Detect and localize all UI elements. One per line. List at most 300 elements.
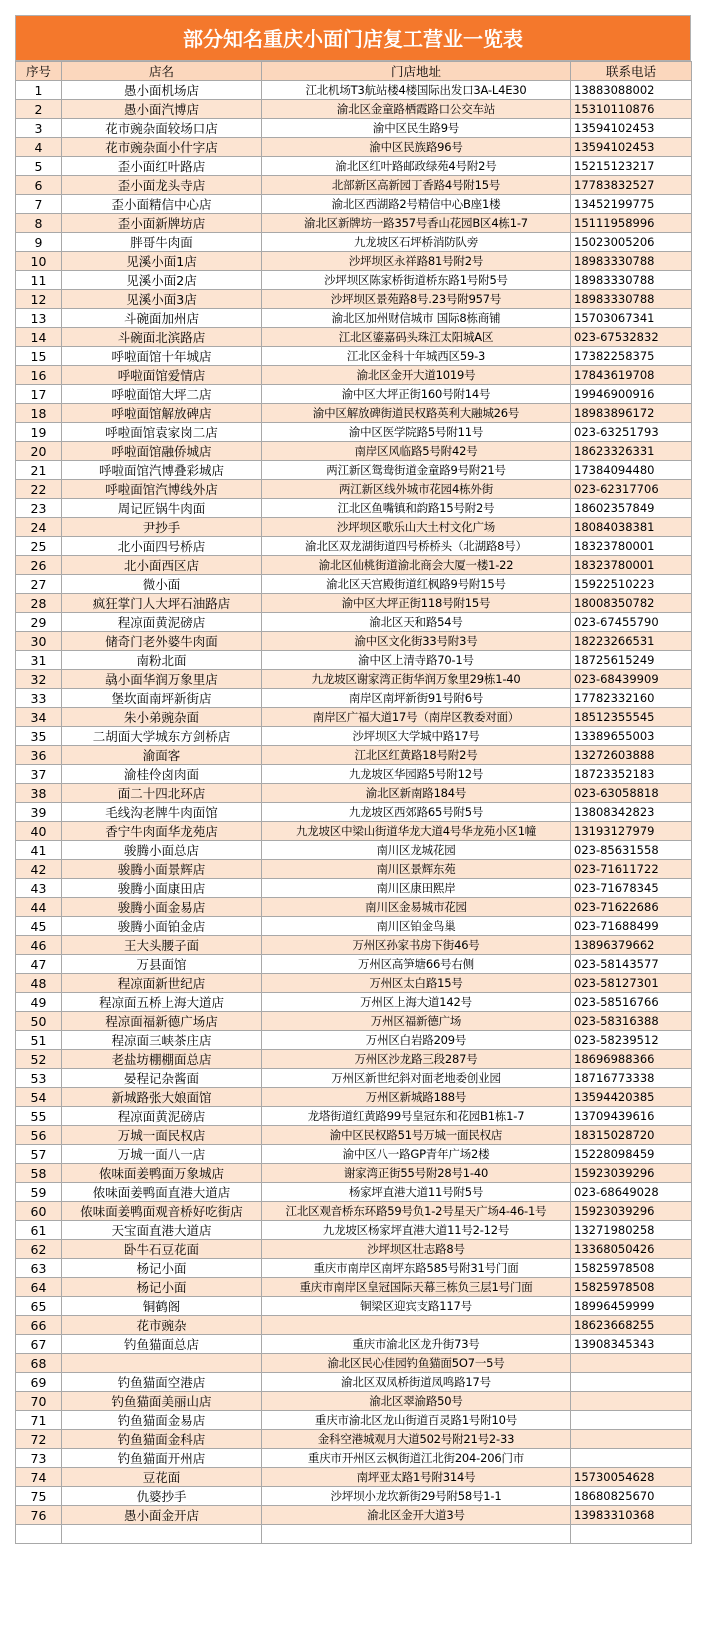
- store-phone: 13368050426: [571, 1240, 692, 1259]
- store-address: 沙坪坝区歌乐山大土村文化广场: [262, 518, 571, 537]
- store-address: 南川区龙城花园: [262, 841, 571, 860]
- store-phone: 17382258375: [571, 347, 692, 366]
- store-address: 渝中区八一路GP青年广场2楼: [262, 1145, 571, 1164]
- store-name: 杨记小面: [62, 1259, 262, 1278]
- store-name: 豆花面: [62, 1468, 262, 1487]
- store-name: 万城一面民权店: [62, 1126, 262, 1145]
- row-index: 73: [16, 1449, 62, 1468]
- store-name: 呼啦面馆解放碑店: [62, 404, 262, 423]
- table-row: [16, 898, 692, 917]
- store-address: 重庆市南岸区南坪东路585号附31号门面: [262, 1259, 571, 1278]
- row-index: 21: [16, 461, 62, 480]
- store-address: 江北区鱼嘴镇和韵路15号附2号: [262, 499, 571, 518]
- store-name: 钓鱼猫面金科店: [62, 1430, 262, 1449]
- store-address: 万州区太白路15号: [262, 974, 571, 993]
- store-name: 程凉面福新德广场店: [62, 1012, 262, 1031]
- store-address: 渝北区天和路54号: [262, 613, 571, 632]
- table-row: [16, 1126, 692, 1145]
- row-index: 35: [16, 727, 62, 746]
- store-name: 呼啦面馆汽博叠彩城店: [62, 461, 262, 480]
- store-address: 万州区沙龙路三段287号: [262, 1050, 571, 1069]
- store-name: 北小面四号桥店: [62, 537, 262, 556]
- store-phone: 17384094480: [571, 461, 692, 480]
- empty-cell: [571, 1525, 692, 1544]
- store-name: 骏腾小面金易店: [62, 898, 262, 917]
- row-index: 69: [16, 1373, 62, 1392]
- store-phone: 023-62317706: [571, 480, 692, 499]
- table-row: [16, 670, 692, 689]
- store-address: 重庆市开州区云枫街道江北街204-206门市: [262, 1449, 571, 1468]
- row-index: 41: [16, 841, 62, 860]
- store-name: 见溪小面1店: [62, 252, 262, 271]
- store-phone: 13594102453: [571, 138, 692, 157]
- store-name: 二胡面大学城东方剑桥店: [62, 727, 262, 746]
- row-index: 46: [16, 936, 62, 955]
- header-index: 序号: [16, 62, 62, 81]
- table-row: [16, 993, 692, 1012]
- store-name: 钓鱼猫面金易店: [62, 1411, 262, 1430]
- store-phone: [571, 1392, 692, 1411]
- row-index: 14: [16, 328, 62, 347]
- row-index: 51: [16, 1031, 62, 1050]
- store-name: 程凉面三峡茶庄店: [62, 1031, 262, 1050]
- store-phone: [571, 1430, 692, 1449]
- empty-cell: [16, 1525, 62, 1544]
- store-address: 江北区红黄路18号附2号: [262, 746, 571, 765]
- row-index: 9: [16, 233, 62, 252]
- row-index: 64: [16, 1278, 62, 1297]
- store-phone: 023-63251793: [571, 423, 692, 442]
- store-name: 侬味面姜鸭面直港大道店: [62, 1183, 262, 1202]
- table-row: [16, 442, 692, 461]
- store-name: 见溪小面3店: [62, 290, 262, 309]
- row-index: 17: [16, 385, 62, 404]
- table-row: [16, 138, 692, 157]
- store-address: 重庆市南岸区皇冠国际天幕三栋负三层1号门面: [262, 1278, 571, 1297]
- store-phone: 023-71688499: [571, 917, 692, 936]
- store-name: 骉小面华润万象里店: [62, 670, 262, 689]
- table-row: [16, 632, 692, 651]
- table-row: [16, 708, 692, 727]
- table-row: [16, 651, 692, 670]
- table-row: [16, 860, 692, 879]
- store-address: 万州区新世纪斜对面老地委创业园: [262, 1069, 571, 1088]
- store-name: 仇婆抄手: [62, 1487, 262, 1506]
- store-address: 九龙坡区石坪桥消防队旁: [262, 233, 571, 252]
- empty-cell: [262, 1525, 571, 1544]
- store-phone: 18323780001: [571, 556, 692, 575]
- store-name: 骏腾小面景辉店: [62, 860, 262, 879]
- store-name: 周记匠锅牛肉面: [62, 499, 262, 518]
- store-name: 渝桂伶卤肉面: [62, 765, 262, 784]
- store-address: 龙塔街道红黄路99号皇冠东和花园B1栋1-7: [262, 1107, 571, 1126]
- table-row: [16, 1297, 692, 1316]
- store-phone: 18315028720: [571, 1126, 692, 1145]
- store-phone: 18008350782: [571, 594, 692, 613]
- store-phone: 13272603888: [571, 746, 692, 765]
- row-index: 19: [16, 423, 62, 442]
- table-row: [16, 271, 692, 290]
- store-address: 渝中区文化街33号附3号: [262, 632, 571, 651]
- table-row: [16, 252, 692, 271]
- store-name: 杨记小面: [62, 1278, 262, 1297]
- store-address: 万州区福新德广场: [262, 1012, 571, 1031]
- store-address: 杨家坪直港大道11号附5号: [262, 1183, 571, 1202]
- store-name: 面二十四北环店: [62, 784, 262, 803]
- table-row: [16, 309, 692, 328]
- store-address: 渝中区大坪正街160号附14号: [262, 385, 571, 404]
- store-name: 疯狂掌门人大坪石油路店: [62, 594, 262, 613]
- row-index: 2: [16, 100, 62, 119]
- store-phone: 15825978508: [571, 1259, 692, 1278]
- store-phone: 18512355545: [571, 708, 692, 727]
- table-row: [16, 1069, 692, 1088]
- store-address: 重庆市渝北区龙山街道百灵路1号附10号: [262, 1411, 571, 1430]
- table-row: [16, 385, 692, 404]
- store-name: 渝面客: [62, 746, 262, 765]
- store-phone: 15922510223: [571, 575, 692, 594]
- store-name: 老盐坊棚棚面总店: [62, 1050, 262, 1069]
- store-phone: 13193127979: [571, 822, 692, 841]
- table-row: [16, 917, 692, 936]
- table-row: [16, 328, 692, 347]
- table-title: 部分知名重庆小面门店复工营业一览表: [15, 15, 691, 61]
- row-index: 16: [16, 366, 62, 385]
- store-phone: 023-71611722: [571, 860, 692, 879]
- store-phone: 18680825670: [571, 1487, 692, 1506]
- store-name: 呼啦面馆汽博线外店: [62, 480, 262, 499]
- store-address: 渝北区仙桃街道渝北商会大厦一楼1-22: [262, 556, 571, 575]
- row-index: 34: [16, 708, 62, 727]
- row-index: 12: [16, 290, 62, 309]
- row-index: 27: [16, 575, 62, 594]
- store-name: 斗碗面加州店: [62, 309, 262, 328]
- store-name: 骏腾小面康田店: [62, 879, 262, 898]
- store-phone: 13883088002: [571, 81, 692, 100]
- store-name: 呼啦面馆十年城店: [62, 347, 262, 366]
- store-phone: 18623668255: [571, 1316, 692, 1335]
- store-address: 沙坪坝区大学城中路17号: [262, 727, 571, 746]
- row-index: 15: [16, 347, 62, 366]
- store-name: 胖哥牛肉面: [62, 233, 262, 252]
- store-name: 储奇门老外婆牛肉面: [62, 632, 262, 651]
- store-address: 铜梁区迎宾支路117号: [262, 1297, 571, 1316]
- store-address: 渝中区上清寺路70-1号: [262, 651, 571, 670]
- store-phone: 18983330788: [571, 290, 692, 309]
- store-address: 沙坪坝区景苑路8号.23号附957号: [262, 290, 571, 309]
- store-name: 花市豌杂面小什字店: [62, 138, 262, 157]
- row-index: 30: [16, 632, 62, 651]
- store-phone: 13983310368: [571, 1506, 692, 1525]
- row-index: 39: [16, 803, 62, 822]
- table-row: [16, 81, 692, 100]
- store-phone: 17783832527: [571, 176, 692, 195]
- store-address: 渝北区翠渝路50号: [262, 1392, 571, 1411]
- store-name: 铜鹤阁: [62, 1297, 262, 1316]
- store-phone: 15923039296: [571, 1202, 692, 1221]
- store-phone: 023-85631558: [571, 841, 692, 860]
- store-name: 呼啦面馆袁家岗二店: [62, 423, 262, 442]
- table-row: [16, 575, 692, 594]
- store-address: 渝中区大坪正街118号附15号: [262, 594, 571, 613]
- store-phone: 15825978508: [571, 1278, 692, 1297]
- store-name: 花市豌杂面较场口店: [62, 119, 262, 138]
- row-index: 7: [16, 195, 62, 214]
- store-phone: 023-58143577: [571, 955, 692, 974]
- store-phone: 15310110876: [571, 100, 692, 119]
- table-row: [16, 936, 692, 955]
- store-address: 南岸区南坪新街91号附6号: [262, 689, 571, 708]
- store-address: 谢家湾正街55号附28号1-40: [262, 1164, 571, 1183]
- row-index: 40: [16, 822, 62, 841]
- store-phone: 18716773338: [571, 1069, 692, 1088]
- store-address: 渝北区加州财信城市 国际8栋商铺: [262, 309, 571, 328]
- row-index: 54: [16, 1088, 62, 1107]
- store-phone: 18983330788: [571, 252, 692, 271]
- row-index: 18: [16, 404, 62, 423]
- store-address: 江北区金科十年城西区59-3: [262, 347, 571, 366]
- table-row: [16, 1202, 692, 1221]
- empty-cell: [62, 1525, 262, 1544]
- store-name: 钓鱼猫面开州店: [62, 1449, 262, 1468]
- store-address: 南岸区广福大道17号（南岸区教委对面）: [262, 708, 571, 727]
- table-row: [16, 955, 692, 974]
- store-phone: 18084038381: [571, 518, 692, 537]
- table-row: [16, 1012, 692, 1031]
- table-row: [16, 1050, 692, 1069]
- store-phone: 15023005206: [571, 233, 692, 252]
- row-index: 28: [16, 594, 62, 613]
- table-row: [16, 1164, 692, 1183]
- store-address: 南川区康田熙岸: [262, 879, 571, 898]
- table-row: [16, 176, 692, 195]
- store-phone: [571, 1373, 692, 1392]
- table-row: [16, 1145, 692, 1164]
- store-address: 渝北区金开大道1019号: [262, 366, 571, 385]
- row-index: 75: [16, 1487, 62, 1506]
- table-row: [16, 537, 692, 556]
- store-name: 钓鱼猫面空港店: [62, 1373, 262, 1392]
- store-address: 金科空港城观月大道502号附21号2-33: [262, 1430, 571, 1449]
- store-phone: 18623326331: [571, 442, 692, 461]
- row-index: 72: [16, 1430, 62, 1449]
- store-name: 斗碗面北滨路店: [62, 328, 262, 347]
- store-address: 渝北区金童路栖霞路口公交车站: [262, 100, 571, 119]
- header-phone: 联系电话: [571, 62, 692, 81]
- table-row: [16, 100, 692, 119]
- store-phone: 13908345343: [571, 1335, 692, 1354]
- row-index: 45: [16, 917, 62, 936]
- store-phone: 19946900916: [571, 385, 692, 404]
- table-row: [16, 746, 692, 765]
- row-index: 60: [16, 1202, 62, 1221]
- row-index: 13: [16, 309, 62, 328]
- row-index: 52: [16, 1050, 62, 1069]
- store-address: 江北机场T3航站楼4楼国际出发口3A-L4E30: [262, 81, 571, 100]
- table-body: [16, 81, 692, 1525]
- store-phone: [571, 1411, 692, 1430]
- store-address: 渝中区医学院路5号附11号: [262, 423, 571, 442]
- store-address: 渝中区解放碑街道民权路英利大融城26号: [262, 404, 571, 423]
- table-row: [16, 119, 692, 138]
- row-index: 6: [16, 176, 62, 195]
- row-index: 43: [16, 879, 62, 898]
- store-address: 九龙坡区西郊路65号附5号: [262, 803, 571, 822]
- row-index: 8: [16, 214, 62, 233]
- table-row: [16, 1240, 692, 1259]
- row-index: 26: [16, 556, 62, 575]
- store-address: 九龙坡区中梁山街道华龙大道4号华龙苑小区1幢: [262, 822, 571, 841]
- store-name: 朱小弟豌杂面: [62, 708, 262, 727]
- store-phone: [571, 1449, 692, 1468]
- row-index: 33: [16, 689, 62, 708]
- store-name: 钓鱼猫面美丽山店: [62, 1392, 262, 1411]
- store-address: 渝北区西湖路2号精信中心B座1楼: [262, 195, 571, 214]
- store-name: 骏腾小面总店: [62, 841, 262, 860]
- table-row: [16, 1430, 692, 1449]
- row-index: 59: [16, 1183, 62, 1202]
- store-address: 重庆市渝北区龙升街73号: [262, 1335, 571, 1354]
- store-name: 程凉面黄泥磅店: [62, 1107, 262, 1126]
- row-index: 25: [16, 537, 62, 556]
- store-phone: 13452199775: [571, 195, 692, 214]
- store-phone: 13896379662: [571, 936, 692, 955]
- store-phone: 023-58127301: [571, 974, 692, 993]
- store-name: 侬味面姜鸭面万象城店: [62, 1164, 262, 1183]
- row-index: 67: [16, 1335, 62, 1354]
- table-row: [16, 233, 692, 252]
- store-name: 新城路张大娘面馆: [62, 1088, 262, 1107]
- row-index: 63: [16, 1259, 62, 1278]
- table-row: [16, 157, 692, 176]
- row-index: 57: [16, 1145, 62, 1164]
- store-address: 渝中区民权路51号万城一面民权店: [262, 1126, 571, 1145]
- store-phone: 18323780001: [571, 537, 692, 556]
- store-phone: 18602357849: [571, 499, 692, 518]
- store-address: 江北区观音桥东环路59号负1-2号星天广场4-46-1号: [262, 1202, 571, 1221]
- store-phone: 18696988366: [571, 1050, 692, 1069]
- store-phone: 18223266531: [571, 632, 692, 651]
- store-name: 香宁牛肉面华龙苑店: [62, 822, 262, 841]
- row-index: 65: [16, 1297, 62, 1316]
- store-address: 渝北区红叶路邮政绿苑4号附2号: [262, 157, 571, 176]
- row-index: 5: [16, 157, 62, 176]
- table-row: [16, 1278, 692, 1297]
- row-index: 50: [16, 1012, 62, 1031]
- store-address: 两江新区线外城市花园4栋外街: [262, 480, 571, 499]
- store-name: 晏程记杂酱面: [62, 1069, 262, 1088]
- table-row: [16, 404, 692, 423]
- store-name: 呼啦面馆大坪二店: [62, 385, 262, 404]
- store-phone: 15228098459: [571, 1145, 692, 1164]
- store-address: 南川区铂金鸟巢: [262, 917, 571, 936]
- store-name: 王大头腰子面: [62, 936, 262, 955]
- table-row: [16, 879, 692, 898]
- store-phone: 023-58239512: [571, 1031, 692, 1050]
- store-name: 呼啦面馆融侨城店: [62, 442, 262, 461]
- store-name: [62, 1354, 262, 1373]
- store-address: 九龙坡区谢家湾正街华润万象里29栋1-40: [262, 670, 571, 689]
- row-index: 76: [16, 1506, 62, 1525]
- table-row: [16, 1335, 692, 1354]
- row-index: 29: [16, 613, 62, 632]
- store-address: 渝北区新南路184号: [262, 784, 571, 803]
- row-index: 53: [16, 1069, 62, 1088]
- table-row: [16, 1487, 692, 1506]
- store-name: 愚小面机场店: [62, 81, 262, 100]
- table-row: [16, 1449, 692, 1468]
- store-phone: 15703067341: [571, 309, 692, 328]
- store-phone: 13808342823: [571, 803, 692, 822]
- store-name: 呼啦面馆爱情店: [62, 366, 262, 385]
- table-row: [16, 1373, 692, 1392]
- store-address: [262, 1316, 571, 1335]
- store-address: 沙坪坝小龙坎新街29号附58号1-1: [262, 1487, 571, 1506]
- store-address: 渝中区民族路96号: [262, 138, 571, 157]
- table-row: [16, 366, 692, 385]
- row-index: 22: [16, 480, 62, 499]
- table-row: [16, 765, 692, 784]
- store-address: 渝北区双凤桥街道凤鸣路17号: [262, 1373, 571, 1392]
- row-index: 74: [16, 1468, 62, 1487]
- store-name: 骏腾小面铂金店: [62, 917, 262, 936]
- store-phone: 13271980258: [571, 1221, 692, 1240]
- store-name: 歪小面新牌坊店: [62, 214, 262, 233]
- row-index: 24: [16, 518, 62, 537]
- store-address: 渝北区金开大道3号: [262, 1506, 571, 1525]
- store-phone: 023-58316388: [571, 1012, 692, 1031]
- store-phone: 13594102453: [571, 119, 692, 138]
- row-index: 44: [16, 898, 62, 917]
- row-index: 61: [16, 1221, 62, 1240]
- table-row: [16, 347, 692, 366]
- store-name: 天宝面直港大道店: [62, 1221, 262, 1240]
- row-index: 32: [16, 670, 62, 689]
- store-address: 南岸区风临路5号附42号: [262, 442, 571, 461]
- store-phone: 18983896172: [571, 404, 692, 423]
- row-index: 38: [16, 784, 62, 803]
- store-address: 万州区上海大道142号: [262, 993, 571, 1012]
- table-row: [16, 594, 692, 613]
- row-index: 23: [16, 499, 62, 518]
- store-phone: 13389655003: [571, 727, 692, 746]
- store-phone: 023-58516766: [571, 993, 692, 1012]
- store-phone: 023-68439909: [571, 670, 692, 689]
- store-address: 渝中区民生路9号: [262, 119, 571, 138]
- row-index: 55: [16, 1107, 62, 1126]
- table-row: [16, 499, 692, 518]
- header-address: 门店地址: [262, 62, 571, 81]
- table-row: [16, 727, 692, 746]
- store-phone: 15730054628: [571, 1468, 692, 1487]
- store-name: 尹抄手: [62, 518, 262, 537]
- table-row: [16, 214, 692, 233]
- table-row: [16, 480, 692, 499]
- table-row: [16, 423, 692, 442]
- store-name: 钓鱼猫面总店: [62, 1335, 262, 1354]
- row-index: 66: [16, 1316, 62, 1335]
- table-row: [16, 1088, 692, 1107]
- store-name: 万城一面八一店: [62, 1145, 262, 1164]
- store-name: 花市豌杂: [62, 1316, 262, 1335]
- store-name: 见溪小面2店: [62, 271, 262, 290]
- row-index: 70: [16, 1392, 62, 1411]
- store-address: 渝北区双龙湖街道四号桥桥头（北湖路8号）: [262, 537, 571, 556]
- table-row: [16, 974, 692, 993]
- table-row: [16, 1316, 692, 1335]
- store-address: 南川区景辉东苑: [262, 860, 571, 879]
- table-row: [16, 1221, 692, 1240]
